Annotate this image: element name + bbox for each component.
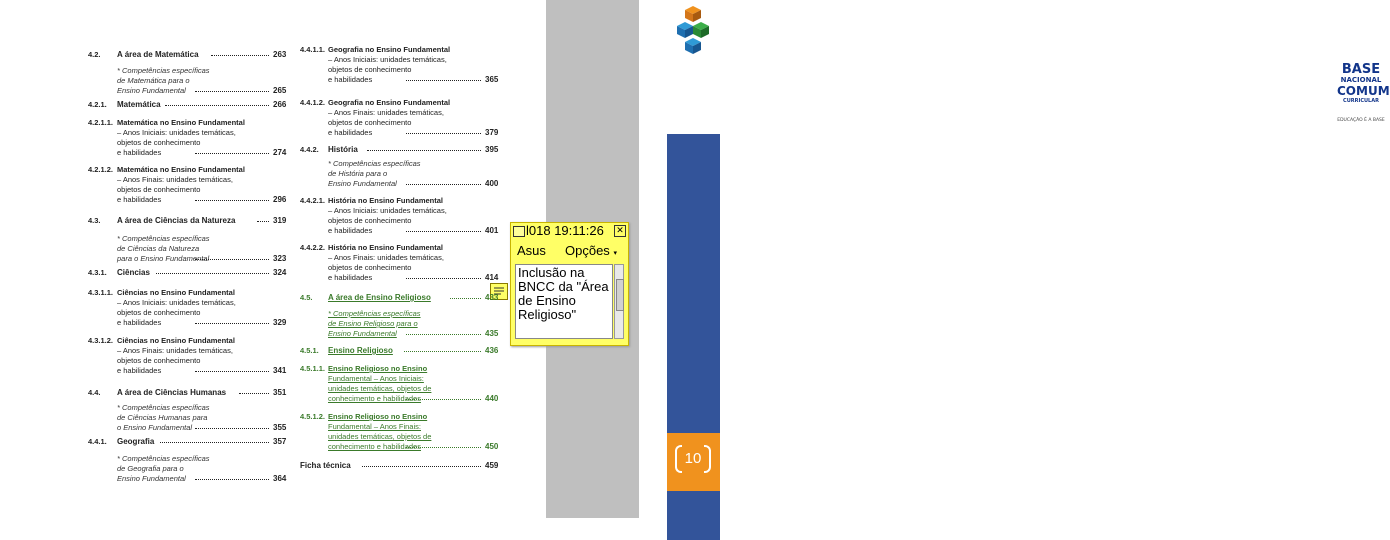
comment-options-label: Opções [565,243,610,258]
toc-entry-page: 459 [485,461,499,470]
toc-entry-subtitle: o Ensino Fundamental [117,423,193,432]
leader-dots [406,446,481,448]
toc-entry-number: 4.3. [88,216,101,225]
leader-dots [195,90,269,92]
toc-entry-number: 4.5. [300,293,313,302]
toc-entry-number: 4.2. [88,50,101,59]
brand-line4: CURRICULAR [1343,98,1379,104]
toc-entry-page: 296 [273,195,287,204]
toc-entry-page: 341 [273,366,287,375]
chevron-down-icon: ▾ [613,250,617,257]
toc-entry-number: 4.5.1.1. [300,364,326,373]
brand-line1: BASE [1341,62,1381,77]
toc-entry-page: 401 [485,226,499,235]
toc-entry-subtitle: de Matemática para o [117,76,190,85]
leader-dots [195,199,269,201]
leader-dots [404,350,481,352]
toc-entry-subtitle: * Competências específicas [117,403,210,412]
toc-entry-number: 4.3.1. [88,268,107,277]
leader-dots [195,370,269,372]
toc-entry-number: 4.4.1.2. [300,98,326,107]
toc-entry-line: Ciências no Ensino Fundamental [117,336,235,345]
toc-entry-line: objetos de conhecimento [328,263,412,272]
toc-entry-line: Geografia no Ensino Fundamental [328,45,451,54]
toc-entry-subtitle: * Competências específicas [117,66,210,75]
toc-entry-page: 351 [273,388,287,397]
leader-dots [406,398,481,400]
toc-entry-title: A área de Matemática [117,50,199,59]
toc-entry-number: 4.5.1. [300,346,319,355]
scrollbar-thumb[interactable] [616,279,624,311]
cubes-logo-icon [667,2,720,62]
toc-entry-line: objetos de conhecimento [117,356,201,365]
toc-entry-line: Ensino Religioso no Ensino [328,364,428,373]
toc-entry-line: unidades temáticas, objetos de [328,432,432,441]
toc-entry-line: e habilidades [328,273,373,282]
toc-entry-subtitle: * Competências específicas [117,454,210,463]
leader-dots [257,220,269,222]
leader-dots [406,79,481,81]
toc-entry-page: 324 [273,268,287,277]
toc-entry-line: Geografia no Ensino Fundamental [328,98,451,107]
toc-entry-page: 263 [273,50,287,59]
leader-dots [156,272,269,274]
toc-entry-page: 323 [273,254,287,263]
toc-entry-title: A área de Ciências Humanas [117,388,227,397]
toc-entry-page: 364 [273,474,287,483]
toc-entry-page: 319 [273,216,287,225]
comment-timestamp: l018 19:11:26 [526,223,604,238]
toc-entry-line: e habilidades [117,366,162,375]
toc-entry-number: 4.4.2. [300,145,319,154]
toc-entry-page: 357 [273,437,287,446]
leader-dots [406,183,481,185]
toc-entry-line: – Anos Iniciais: unidades temáticas, [328,206,447,215]
toc-entry-line: objetos de conhecimento [328,65,412,74]
toc-entry-line: – Anos Iniciais: unidades temáticas, [117,128,236,137]
toc-entry-number: 4.3.1.1. [88,288,114,297]
toc-entry-line: conhecimento e habilidades [328,442,421,451]
leader-dots [406,230,481,232]
toc-entry-subtitle: * Competências específicas [328,159,421,168]
toc-entry-title: Ensino Religioso [328,346,393,355]
slide-number [675,445,711,473]
toc-entry-page: 433 [485,293,499,302]
comment-scrollbar[interactable] [614,264,624,339]
toc-entry-page: 440 [485,394,499,403]
leader-dots [367,149,481,151]
comment-icon [513,226,525,237]
comment-popup[interactable] [510,222,629,346]
toc-entry-subtitle: * Competências específicas [117,234,210,243]
toc-entry-title: A área de Ensino Religioso [328,293,431,302]
toc-entry-title: Ciências [117,268,150,277]
leader-dots [362,465,481,467]
toc-entry-line: Ciências no Ensino Fundamental [117,288,235,297]
toc-entry-page: 400 [485,179,499,188]
comment-header [511,223,628,263]
toc-entry-number: 4.4.1. [88,437,107,446]
toc-entry-line: – Anos Finais: unidades temáticas, [328,108,444,117]
close-icon[interactable]: ✕ [614,225,626,237]
toc-entry-line: objetos de conhecimento [117,185,201,194]
toc-entry-page: 266 [273,100,287,109]
bncc-logo [667,0,1390,134]
toc-entry-title: Matemática [117,100,161,109]
toc-entry-line: Fundamental – Anos Iniciais: [328,374,424,383]
toc-entry-subtitle: de Ensino Religioso para o [328,319,418,328]
toc-entry-line: e habilidades [117,318,162,327]
leader-dots [211,54,269,56]
toc-entry-page: 274 [273,148,287,157]
leader-dots [195,427,269,429]
toc-entry-line: – Anos Iniciais: unidades temáticas, [117,298,236,307]
toc-entry-line: – Anos Finais: unidades temáticas, [328,253,444,262]
toc-entry-line: História no Ensino Fundamental [328,243,444,252]
toc-entry-subtitle: para o Ensino Fundamental [117,254,210,263]
toc-entry-subtitle: Ensino Fundamental [117,474,186,483]
toc-entry-page: 435 [485,329,499,338]
toc-entry-page: 395 [485,145,499,154]
toc-entry-title: Ficha técnica [300,461,351,470]
comment-options-button[interactable] [565,243,617,258]
toc-entry-page: 329 [273,318,287,327]
toc-entry-subtitle: Ensino Fundamental [328,329,397,338]
toc-entry-page: 436 [485,346,499,355]
leader-dots [195,478,269,480]
brand-line2: NACIONAL [1340,76,1382,84]
toc-entry-line: – Anos Finais: unidades temáticas, [117,175,233,184]
toc-entry-number: 4.4.2.1. [300,196,326,205]
toc-entry-line: e habilidades [328,75,373,84]
brand-tagline: EDUCAÇÃO É A BASE [1337,118,1385,123]
right-bracket [704,445,711,473]
leader-dots [406,132,481,134]
comment-text[interactable]: Inclusão na BNCC da "Área de Ensino Religioso" [515,264,613,339]
leader-dots [195,258,269,260]
leader-dots [165,104,269,106]
toc-entry-line: – Anos Iniciais: unidades temáticas, [328,55,447,64]
leader-dots [239,392,269,394]
leader-dots [195,322,269,324]
toc-entry-line: unidades temáticas, objetos de [328,384,432,393]
toc-entry-title: História [328,145,358,154]
comment-author: Asus [517,243,546,258]
toc-entry-line: Matemática no Ensino Fundamental [117,118,245,127]
toc-entry-page: 450 [485,442,499,451]
toc-entry-number: 4.4.2.2. [300,243,326,252]
toc-entry-page: 265 [273,86,287,95]
toc-entry-subtitle: de Ciências Humanas para [117,413,208,422]
toc-entry-title: Geografia [117,437,155,446]
toc-entry-line: Matemática no Ensino Fundamental [117,165,245,174]
toc-entry-page: 414 [485,273,499,282]
toc-entry-number: 4.2.1.2. [88,165,114,174]
toc-entry-title: A área de Ciências da Natureza [117,216,236,225]
toc-entry-line: objetos de conhecimento [328,118,412,127]
toc-entry-number: 4.2.1. [88,100,107,109]
toc-entry-line: e habilidades [328,226,373,235]
toc-entry-line: História no Ensino Fundamental [328,196,444,205]
toc-entry-line: Fundamental – Anos Finais: [328,422,421,431]
toc-entry-number: 4.4.1.1. [300,45,326,54]
toc-entry-subtitle: de História para o [328,169,388,178]
toc-entry-number: 4.5.1.2. [300,412,326,421]
toc-entry-line: objetos de conhecimento [328,216,412,225]
left-bracket [675,445,682,473]
leader-dots [160,441,269,443]
toc-entry-page: 365 [485,75,499,84]
toc-entry-number: 4.4. [88,388,101,397]
leader-dots [450,297,481,299]
toc-entry-number: 4.2.1.1. [88,118,114,127]
toc-entry-line: e habilidades [328,128,373,137]
toc-entry-subtitle: Ensino Fundamental [328,179,397,188]
toc-entry-subtitle: de Geografia para o [117,464,184,473]
toc-entry-line: objetos de conhecimento [117,308,201,317]
leader-dots [406,333,481,335]
toc-entry-page: 379 [485,128,499,137]
toc-entry-number: 4.3.1.2. [88,336,114,345]
toc-entry-line: objetos de conhecimento [117,138,201,147]
toc-entry-line: Ensino Religioso no Ensino [328,412,428,421]
toc-entry-line: – Anos Finais: unidades temáticas, [117,346,233,355]
brand-line3: COMUM [1337,84,1390,98]
toc-entry-subtitle: Ensino Fundamental [117,86,186,95]
toc-entry-page: 355 [273,423,287,432]
toc-entry-line: e habilidades [117,195,162,204]
leader-dots [195,152,269,154]
toc-entry-subtitle: de Ciências da Natureza [117,244,200,253]
leader-dots [406,277,481,279]
toc-entry-line: conhecimento e habilidades [328,394,421,403]
toc-entry-line: e habilidades [117,148,162,157]
slide-number-text: 10 [684,450,702,467]
toc-entry-subtitle: * Competências específicas [328,309,421,318]
